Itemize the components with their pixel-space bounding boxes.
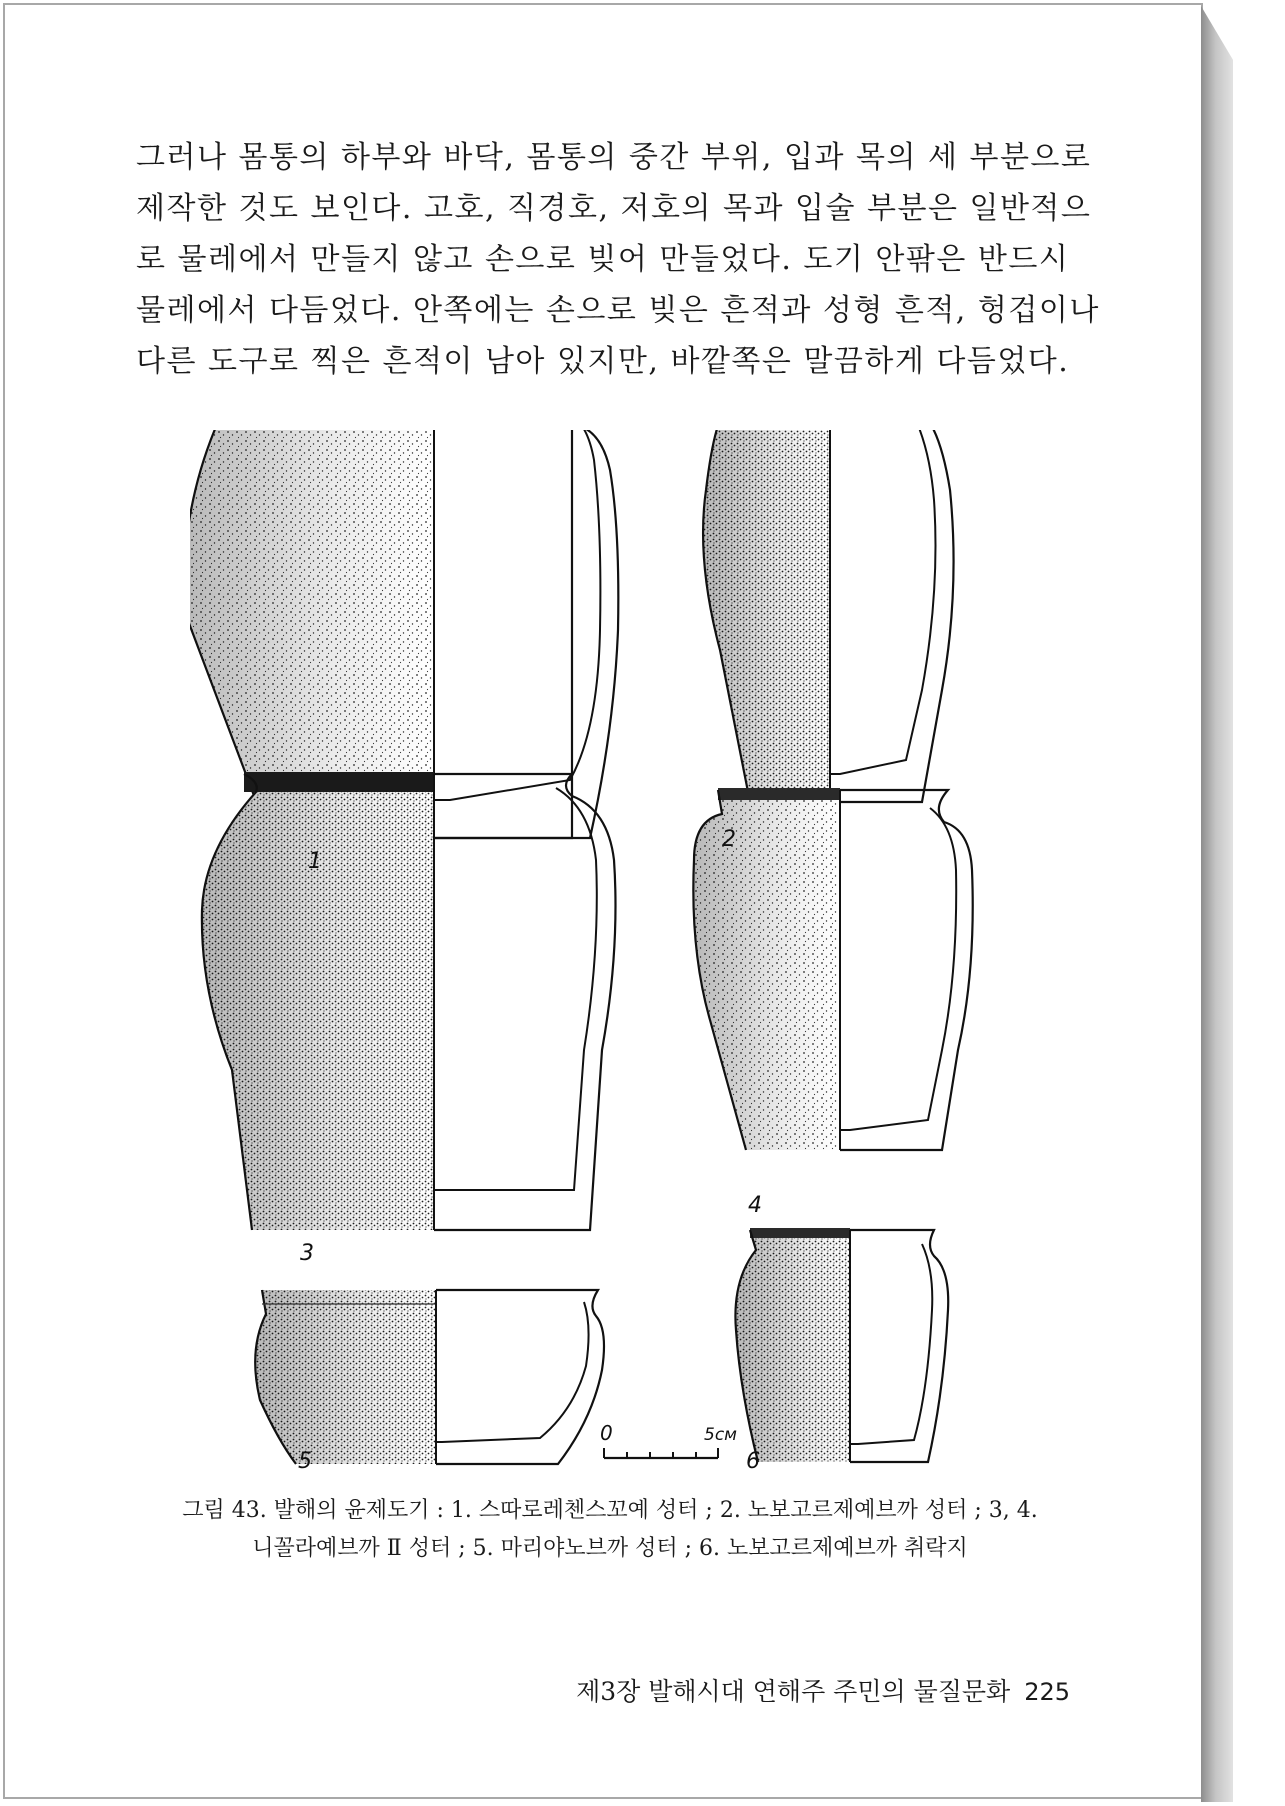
caption-line-2: 니꼴라예브까 Ⅱ 성터 ; 5. 마리야노브까 성터 ; 6. 노보고르제예브까 취락지 (252, 1536, 968, 1561)
vessel-label-6: 6 (746, 1449, 760, 1474)
vessel-6-drawing (735, 1228, 948, 1462)
page-edge-shadow (1201, 6, 1233, 1802)
vessel-label-4: 4 (748, 1193, 762, 1218)
vessel-label-3: 3 (300, 1241, 314, 1266)
body-line: 다른 도구로 찍은 흔적이 남아 있지만, 바깥쪽은 말끔하게 다듬었다. (136, 344, 1070, 379)
vessel-3-drawing (202, 772, 616, 1230)
scale-end-label: 5см (704, 1425, 737, 1445)
body-line: 그러나 몸통의 하부와 바닥, 몸통의 중간 부위, 입과 목의 세 부분으로 (136, 140, 1092, 175)
vessel-2-drawing (703, 430, 954, 802)
figure-caption (120, 1492, 1100, 1568)
vessel-label-2: 2 (722, 827, 736, 852)
vessel-label-5: 5 (298, 1449, 312, 1474)
body-line: 로 물레에서 만들지 않고 손으로 빚어 만들었다. 도기 안팎은 반드시 (136, 242, 1070, 277)
running-footer (550, 1672, 1070, 1708)
page-number: 225 (1024, 1678, 1070, 1706)
pottery-figure (190, 430, 1090, 1480)
vessel-label-1: 1 (308, 849, 322, 874)
caption-line-1: 그림 43. 발해의 윤제도기 : 1. 스따로레첸스꼬예 성터 ; 2. 노보고르제예브까 성터 ; 3, 4. (182, 1498, 1038, 1523)
body-line: 제작한 것도 보인다. 고호, 직경호, 저호의 목과 입술 부분은 일반적으 (136, 191, 1092, 226)
chapter-title: 제3장 발해시대 연해주 주민의 물질문화 (576, 1677, 1011, 1706)
scale-bar (600, 1421, 737, 1458)
vessel-5-drawing (255, 1290, 604, 1464)
scale-start-label: 0 (600, 1421, 613, 1445)
body-line: 물레에서 다듬었다. 안쪽에는 손으로 빚은 흔적과 성형 흔적, 헝겁이나 (136, 293, 1100, 328)
body-paragraph (136, 132, 1100, 387)
